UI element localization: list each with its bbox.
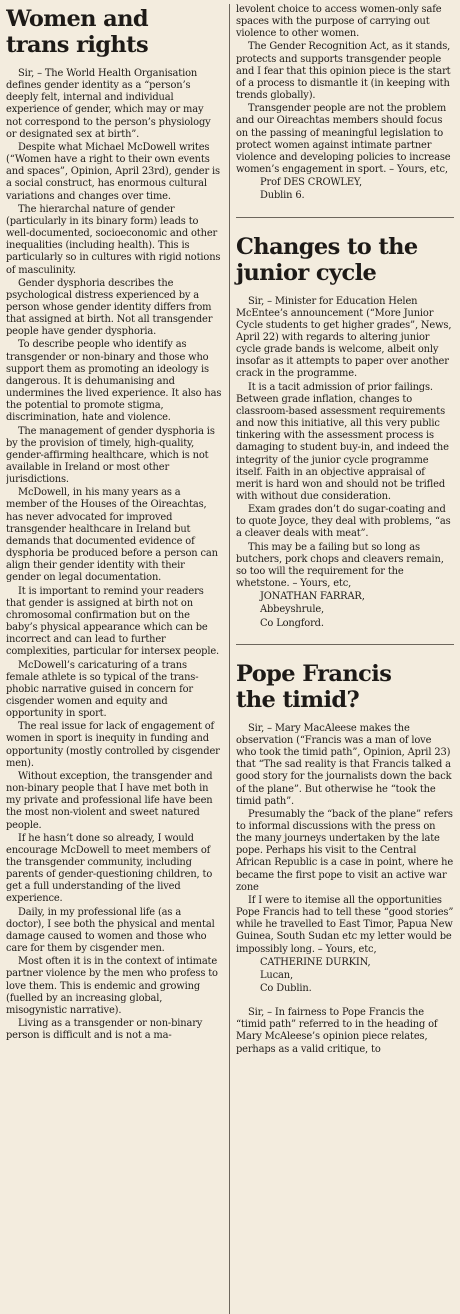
headline-pope-francis: [236, 661, 454, 713]
left-column: [6, 4, 228, 1314]
headline-line-2: trans rights: [6, 32, 149, 58]
signature-name: Prof DES CROWLEY,: [260, 177, 362, 189]
paragraph: Sir, – In fairness to Pope Francis the “timid path” referred to in the heading of Mary McAleese’s opinion piece relates, perhaps as a valid critique, to: [236, 1007, 438, 1055]
paragraph: It is a tacit admission of prior failings. Between grade inflation, changes to classroom-based assessment requirements and now this initiative, all this very public tinkering with the assessment process is damaging to student buy-in, and indeed the integrity of the junior cycle programme itself. Faith in an objective appraisal of merit is hard won and should not be trifled with without due consideration.: [236, 381, 449, 502]
paragraph: To describe people who identify as transgender or non-binary and those who support them as promoting an ideology is dangerous. It is dehumanising and undermines the lived experience. It also has the potential to promote stigma, discrimination, hate and violence.: [6, 339, 222, 424]
headline-line-1: Changes to the: [236, 233, 418, 260]
signature-location: Co Dublin.: [260, 983, 312, 994]
signature-name: JONATHAN FARRAR,: [260, 591, 365, 603]
paragraph: This may be a failing but so long as butchers, pork chops and cleavers remain, so too will the requirement for the whetstone. – Yours, etc,: [236, 541, 444, 590]
headline-line-2: junior cycle: [236, 259, 377, 286]
paragraph: levolent choice to access women-only safe spaces with the purpose of carrying out violence to other women.: [236, 4, 442, 40]
paragraph: The hierarchal nature of gender (particularly in its binary form) leads to well-documented, socioeconomic and other inequalities (including health). This is particularly so in cultures with rigid notions of masculinity.: [6, 203, 221, 276]
headline-line-1: Women and: [6, 6, 149, 32]
paragraph: It is important to remind your readers that gender is assigned at birth not on chromosomal confirmation but on the baby’s physical appearance which can be incorrect and can lead to further complexities, particular for intersex people.: [6, 585, 220, 658]
paragraph: Exam grades don’t do sugar-coating and to quote Joyce, they deal with problems, “as a cleaver deals with meat”.: [236, 504, 451, 540]
letter-pope-francis-second: [236, 1007, 454, 1056]
paragraph: Daily, in my professional life (as a doctor), I see both the physical and mental damage caused to women and those who care for them by cisgender men.: [6, 906, 215, 955]
letter-pope-francis: [236, 723, 454, 995]
paragraph: Sir, – The World Health Organisation defines gender identity as a “person’s deeply felt, internal and individual experience of gender, which may or may not correspond to the person’s physiology or designated sex at birth”.: [6, 68, 211, 140]
headline-line-1: Pope Francis: [236, 660, 392, 687]
headline-changes-to-junior-cycle: [236, 234, 454, 286]
paragraph: Presumably the “back of the plane” refers to informal discussions with the press on the many journeys undertaken by the late pope. Perhaps his visit to the Central African Republic is a case in point, where he became the first pope to visit an active war zone: [236, 808, 454, 893]
letter-junior-cycle: [236, 296, 454, 630]
headline-line-2: the timid?: [236, 686, 360, 713]
paragraph: Despite what Michael McDowell writes (“Women have a right to their own events and spaces”, Opinion, April 23rd), gender is a social construct, has enormous cultural variations and changes over time.: [6, 141, 220, 202]
paragraph: The Gender Recognition Act, as it stands, protects and supports transgender people and I fear that this opinion piece is the start of a process to dismantle it (in keeping with trends globally).: [236, 41, 451, 102]
letter-continuation: [236, 4, 454, 203]
paragraph: If I were to itemise all the opportunities Pope Francis had to tell these “good stories” while he travelled to East Timor, Papua New Guinea, South Sudan etc my letter would be impossibly long. – Yours, etc,: [236, 894, 454, 955]
paragraph: The real issue for lack of engagement of women in sport is inequity in funding and opportunity (mostly controlled by cisgender men).: [6, 721, 220, 769]
column-divider: [229, 4, 230, 1314]
paragraph: If he hasn’t done so already, I would encourage McDowell to meet members of the transgender community, including parents of gender-questioning children, to get a full understanding of the lived experience.: [6, 832, 213, 905]
headline-women-and-trans-rights: [6, 6, 222, 58]
paragraph: Sir, – Mary MacAleese makes the observation (“Francis was a man of love who took the timid path”, Opinion, April 23) that “The sad reality is that Francis talked a good story for the journalists down the back of the plane”. But otherwise he “took the timid path”.: [236, 722, 452, 807]
paragraph: Gender dysphoria describes the psychological distress experienced by a person whose gender identity differs from that assigned at birth. Not all transgender people have gender dysphoria.: [6, 277, 213, 338]
paragraph: Transgender people are not the problem and our Oireachtas members should focus on the passing of meaningful legislation to protect women against intimate partner violence and developing policies to increase women’s engagement in sport. – Yours, etc,: [236, 103, 451, 176]
section-divider: [236, 217, 454, 218]
section-divider: [236, 644, 454, 645]
paragraph: McDowell’s caricaturing of a trans female athlete is so typical of the trans-phobic narrative guised in concern for cisgender women and equity and opportunity in sport.: [6, 659, 199, 720]
letter-women-and-trans-rights: [6, 68, 222, 1042]
signature-location: Co Longford.: [260, 617, 324, 629]
paragraph: Living as a transgender or non-binary person is difficult and is not a ma-: [6, 1018, 203, 1042]
signature-location: Dublin 6.: [260, 190, 305, 202]
signature-name: CATHERINE DURKIN,: [260, 956, 371, 968]
paragraph: Sir, – Minister for Education Helen McEntee’s announcement (“More Junior Cycle students to get higher grades”, News, April 22) with regards to altering junior cycle grade bands is welcome, albeit only insofar as it attempts to paper over another crack in the programme.: [236, 295, 452, 380]
paragraph: Without exception, the transgender and non-binary people that I have met both in my private and professional life have been the most non-violent and sweet natured people.: [6, 770, 213, 831]
signature-location: Lucan,: [260, 969, 293, 981]
signature-location: Abbeyshrule,: [260, 604, 325, 616]
paragraph: Most often it is in the context of intimate partner violence by the men who profess to love them. This is endemic and growing (fuelled by an increasing global, misogynistic narrative).: [6, 956, 218, 1016]
right-column: [228, 4, 454, 1314]
paragraph: McDowell, in his many years as a member of the Houses of the Oireachtas, has never advocated for improved transgender healthcare in Ireland but demands that documented evidence of dysphoria be produced before a person can align their gender identity with their gender on legal documentation.: [6, 487, 218, 584]
paragraph: The management of gender dysphoria is by the provision of timely, high-quality, gender-affirming healthcare, which is not available in Ireland or most other jurisdictions.: [6, 425, 215, 486]
